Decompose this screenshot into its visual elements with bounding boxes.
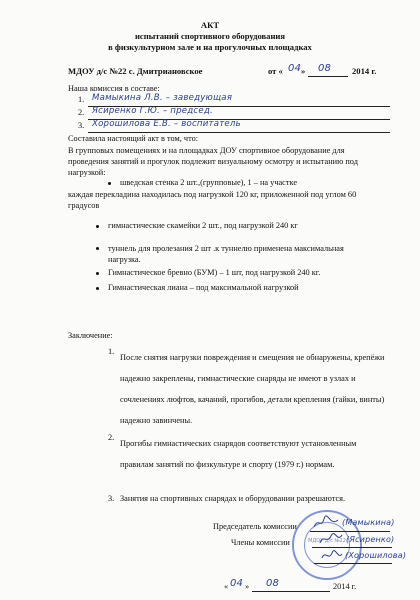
conclusion-point-3: Занятия на спортивных снарядах и оборудовании разрешаются. (120, 494, 346, 503)
bullet-dot (96, 287, 99, 290)
bullet-dot (108, 182, 111, 185)
date-month: 08 (318, 63, 332, 74)
conclusion-num-2: 2. (108, 433, 115, 442)
stamp-text: МДОУ д/с №22 (308, 538, 346, 544)
conclusion-num-3: 3. (108, 494, 115, 503)
equipment-item-4: Гимнастическое бревно (БУМ) – 1 шт, под нагрузкой 240 кг. (108, 268, 321, 277)
chair-signature (312, 515, 340, 531)
chair-label: Председатель комиссии (213, 522, 297, 531)
body-intro-2: В групповых помещениях и на площадках ДОУ спортивное оборудование для проведения занятий и прогулок подлежит визуальному осмотру и испытанию под нагрузкой: (68, 146, 358, 177)
conclusion-heading: Заключение: (68, 331, 113, 340)
equipment-item-3: туннель для пролезания 2 шт .к туннелю применена максимальная нагрузка. (108, 244, 344, 264)
bullet-dot (96, 272, 99, 275)
date-year: 2014 г. (352, 66, 377, 76)
conclusion-num-1: 1. (108, 347, 115, 356)
equipment-item-5: Гимнастическая лиана – под максимальной нагрузкой (108, 283, 299, 292)
footer-date-mid: » (245, 582, 250, 591)
date-mid: » (301, 66, 306, 76)
members-label: Члены комиссии (231, 538, 290, 547)
member1-name: (Ясиренко) (346, 535, 395, 544)
conclusion-point-2: Прогибы гимнастических снарядов соответствуют установленным правилам занятий по физкультуре и спорту (1979 г.) нормам. (120, 439, 357, 469)
commission-heading: Наша комиссия в составе: (68, 84, 160, 93)
commission-num-3: 3. (78, 121, 85, 130)
act-subtitle-1: испытаний спортивного оборудования (134, 31, 286, 41)
footer-date-day: 04 (230, 578, 244, 589)
act-subtitle-2: в физкультурном зале и на прогулочных площадках (108, 42, 312, 52)
equipment-item-1-detail: каждая перекладина находилась под нагрузкой 120 кг, приложенной под углом 60 градусов (68, 190, 357, 210)
date-day: 04 (288, 63, 302, 74)
date-prefix: от « (268, 66, 283, 76)
institution-name: МДОУ д/с №22 с. Дмитриановское (68, 66, 203, 76)
chair-name: (Мамыкина) (342, 518, 395, 527)
commission-num-2: 2. (78, 108, 85, 117)
commission-num-1: 1. (78, 95, 85, 104)
equipment-item-2: гимнастические скамейки 2 шт., под нагрузкой 240 кг (108, 221, 298, 230)
equipment-item-1: шведская стенка 2 шт.,(групповые), 1 – на участке (120, 178, 297, 187)
commission-member-1: Мамыкина Л.В. – заведующая (92, 93, 233, 103)
bullet-dot (96, 225, 99, 228)
act-title: АКТ (200, 20, 220, 30)
body-intro-1: Составила настоящий акт в том, что: (68, 134, 199, 143)
commission-member-3: Хорошилова Е.В. – воспитатель (92, 119, 241, 129)
member2-signature (320, 548, 344, 564)
footer-date-prefix: « (224, 582, 229, 591)
member1-signature (318, 531, 344, 547)
footer-date-year: 2014 г. (333, 582, 357, 591)
conclusion-point-1: После снятия нагрузки повреждения и смещения не обнаружены, крепёжи надежно закреплены, гимнастические снаряды не имеют в узлах и сочленениях люфтов, качаний, прогибов, детали крепления (гайки, винты) надежно завинчены. (120, 353, 385, 425)
member2-name: (Хорошилова) (345, 551, 407, 560)
bullet-dot (96, 247, 99, 250)
commission-member-2: Ясиренко Г.Ю. – председ. (92, 106, 213, 116)
footer-date-month: 08 (266, 578, 280, 589)
